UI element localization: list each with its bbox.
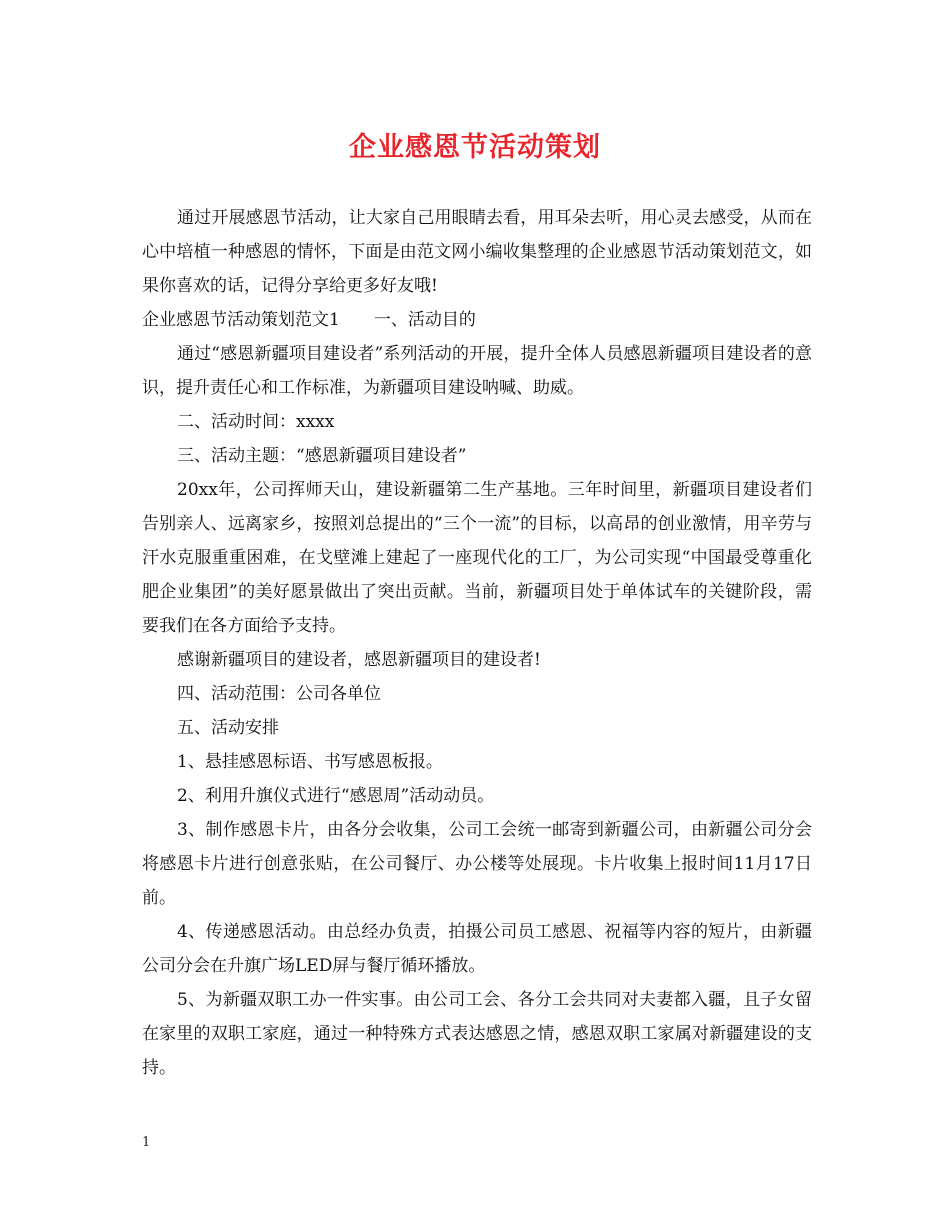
arrangement-item-2: 2、利用升旗仪式进行“感恩周”活动动员。 <box>177 786 495 806</box>
arrangement-item-1: 1、悬挂感恩标语、书写感恩板报。 <box>177 752 443 772</box>
arrangement-item-4: 4、传递感恩活动。由总经办负责，拍摄公司员工感恩、祝福等内容的短片，由新疆公司分会在升旗广场LED屏与餐厅循环播放。 <box>142 922 812 976</box>
section4-line: 四、活动范围：公司各单位 <box>177 684 381 704</box>
sample-heading: 企业感恩节活动策划范文1 <box>142 310 340 330</box>
section1-paragraph: 通过“感恩新疆项目建设者”系列活动的开展，提升全体人员感恩新疆项目建设者的意识，提升责任心和工作标准，为新疆项目建设呐喊、助威。 <box>142 344 812 398</box>
arrangement-item-3: 3、制作感恩卡片，由各分会收集，公司工会统一邮寄到新疆公司，由新疆公司分会将感恩卡片进行创意张贴，在公司餐厅、办公楼等处展现。卡片收集上报时间11月17日前。 <box>142 820 812 908</box>
section1-heading: 一、活动目的 <box>373 310 476 330</box>
sample-heading-line <box>142 303 812 337</box>
section3-line: 三、活动主题：“感恩新疆项目建设者” <box>177 446 467 466</box>
section2-line: 二、活动时间：xxxx <box>177 412 335 432</box>
arrangement-item-5: 5、为新疆双职工办一件实事。由公司工会、各分工会共同对夫妻都入疆，且子女留在家里的双职工家庭，通过一种特殊方式表达感恩之情，感恩双职工家属对新疆建设的支持。 <box>142 990 812 1078</box>
page-number: 1 <box>142 1135 151 1150</box>
document-body <box>142 201 812 1085</box>
slogan-line: 感谢新疆项目的建设者，感恩新疆项目的建设者! <box>177 650 541 670</box>
section3-paragraph: 20xx年，公司挥师天山，建设新疆第二生产基地。三年时间里，新疆项目建设者们告别亲人、远离家乡，按照刘总提出的“三个一流”的目标，以高昂的创业激情，用辛劳与汗水克服重重困难，在戈壁滩上建起了一座现代化的工厂，为公司实现“中国最受尊重化肥企业集团”的美好愿景做出了突出贡献。当前，新疆项目处于单体试车的关键阶段，需要我们在各方面给予支持。 <box>142 480 812 636</box>
intro-paragraph: 通过开展感恩节活动，让大家自己用眼睛去看，用耳朵去听，用心灵去感受，从而在心中培植一种感恩的情怀，下面是由范文网小编收集整理的企业感恩节活动策划范文，如果你喜欢的话，记得分享给更多好友哦! <box>142 208 812 296</box>
document-title: 企业感恩节活动策划 <box>349 132 601 163</box>
section5-line: 五、活动安排 <box>177 718 279 738</box>
